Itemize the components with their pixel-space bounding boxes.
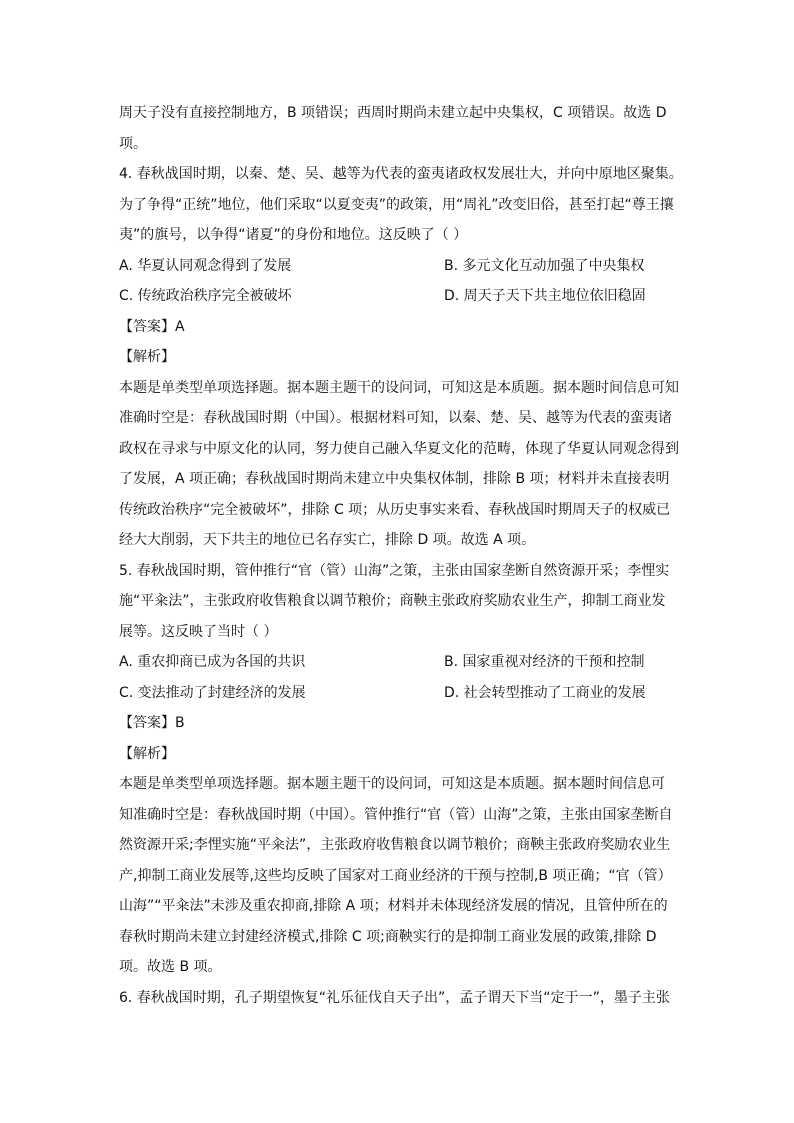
question-5-stem: 展等。这反映了当时（ ）	[119, 623, 278, 640]
question-5-options-row-2	[119, 678, 689, 709]
question-5-stem: 施“平籴法”，主张政府收售粮食以调节粮价；商鞅主张政府奖励农业生产，抑制工商业发	[119, 593, 666, 609]
analysis-line: 春秋时期尚未建立封建经济模式,排除 C 项;商鞅实行的是抑制工商业发展的政策,排除 D	[119, 928, 657, 945]
question-5-options-row-1	[119, 647, 689, 678]
option-a: A. 重农抑商已成为各国的共识	[119, 654, 306, 670]
analysis-line: 本题是单类型单项选择题。据本题主题干的设问词，可知这是本质题。据本题时间信息可知	[119, 379, 679, 396]
analysis-line: 准确时空是：春秋战国时期（中国）。根据材料可知，以秦、楚、吴、越等为代表的蛮夷诸	[119, 410, 672, 426]
text-line: 周天子没有直接控制地方，B 项错误；西周时期尚未建立起中央集权，C 项错误。故选 D	[119, 105, 667, 121]
question-5-analysis-label: 【解析】	[119, 745, 175, 762]
option-d: D. 社会转型推动了工商业的发展	[444, 684, 646, 701]
question-4-stem: 4. 春秋战国时期，以秦、楚、吴、越等为代表的蛮夷诸政权发展壮大，并向中原地区聚集。	[119, 166, 683, 182]
analysis-line: 经大大削弱，天下共主的地位已名存实亡，排除 D 项。故选 A 项。	[119, 532, 536, 548]
option-b: B. 国家重视对经济的干预和控制	[444, 654, 645, 670]
analysis-line: 传统政治秩序“完全被破坏”，排除 C 项；从历史事实来看、春秋战国时期周天子的权威已	[119, 501, 671, 518]
question-4-options-row-1	[119, 251, 689, 282]
question-4-analysis-label: 【解析】	[119, 349, 175, 365]
analysis-line: 项。故选 B 项。	[119, 959, 222, 975]
option-a: A. 华夏认同观念得到了发展	[119, 257, 292, 274]
option-c: C. 传统政治秩序完全被破坏	[119, 288, 292, 304]
analysis-line: 知准确时空是：春秋战国时期（中国）。管仲推行“官（管）山海”之策，主张由国家垄断自	[119, 806, 673, 823]
analysis-line: 产,抑制工商业发展等,这些均反映了国家对工商业经济的干预与控制,B 项正确；“官（管）	[119, 867, 672, 884]
analysis-line: 了发展，A 项正确；春秋战国时期尚未建立中央集权体制，排除 B 项；材料并未直接表明	[119, 471, 670, 487]
question-6-stem: 6. 春秋战国时期，孔子期望恢复“礼乐征伐自天子出”，孟子谓天下当“定于一”，墨子主张	[119, 989, 670, 1006]
analysis-line: 山海”“平籴法”未涉及重农抑商,排除 A 项；材料并未体现经济发展的情况，且管仲所在的	[119, 898, 668, 914]
document-page	[119, 98, 689, 1013]
option-c: C. 变法推动了封建经济的发展	[119, 684, 306, 701]
question-4-stem: 夷”的旗号，以争得“诸夏”的身份和地位。这反映了（ ）	[119, 227, 468, 243]
question-4-answer: 【答案】A	[119, 318, 185, 335]
option-b: B. 多元文化互动加强了中央集权	[444, 257, 645, 274]
question-5-stem: 5. 春秋战国时期，管仲推行“官（管）山海”之策，主张由国家垄断自然资源开采；李悝实	[119, 562, 670, 579]
question-4-options-row-2	[119, 281, 689, 312]
question-5-answer: 【答案】B	[119, 715, 185, 731]
question-4-stem: 为了争得“正统”地位，他们采取“以夏变夷”的政策，用“周礼”改变旧俗，甚至打起“尊王攘	[119, 196, 674, 213]
text-line: 项。	[119, 135, 147, 152]
analysis-line: 本题是单类型单项选择题。据本题主题干的设问词，可知这是本质题。据本题时间信息可	[119, 776, 665, 792]
analysis-line: 然资源开采;李悝实施“平籴法”，主张政府收售粮食以调节粮价；商鞅主张政府奖励农业生	[119, 837, 671, 853]
analysis-line: 政权在寻求与中原文化的认同，努力使自己融入华夏文化的范畴，体现了华夏认同观念得到	[119, 440, 679, 457]
option-d: D. 周天子天下共主地位依旧稳固	[444, 288, 646, 304]
